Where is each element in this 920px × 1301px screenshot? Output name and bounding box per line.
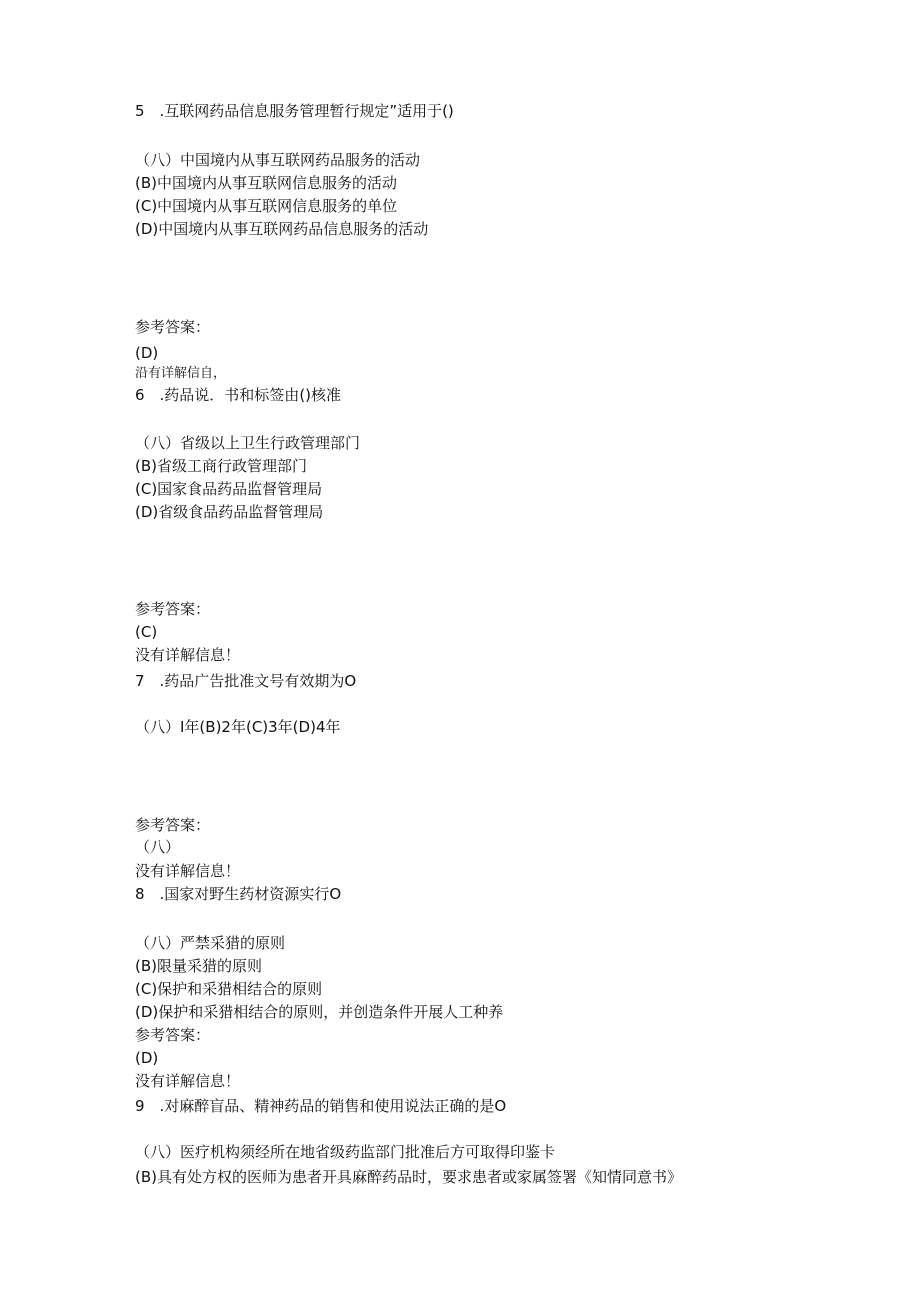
question-8: 8 .国家对野生药材资源实行O [135, 885, 342, 903]
option-c: (C)国家食品药品监督管理局 [135, 480, 323, 498]
answer-value: （八） [135, 838, 181, 856]
option-c: (C)中国境内从事互联网信息服务的单位 [135, 197, 398, 215]
option-b: (B)限量采猎的原则 [135, 957, 262, 975]
answer-label: 参考答案： [135, 1026, 211, 1044]
option-c: (C)保护和采猎相结合的原则 [135, 980, 323, 998]
option-d: (D)保护和采猎相结合的原则，并创造条件开展人工种养 [135, 1003, 504, 1021]
answer-value: (D) [135, 1049, 159, 1067]
question-6: 6 .药品说．书和标签由()核准 [135, 386, 342, 404]
option-a: （八）严禁采猎的原则 [135, 934, 286, 952]
question-7: 7 .药品广告批准文号有效期为O [135, 672, 357, 690]
answer-label: 参考答案： [135, 816, 211, 834]
option-b: (B)省级工商行政管理部门 [135, 457, 307, 475]
option-a: （八）中国境内从事互联网药品服务的活动 [135, 151, 421, 169]
answer-value: (C) [135, 623, 158, 641]
option-b: (B)中国境内从事互联网信息服务的活动 [135, 174, 397, 192]
answer-label: 参考答案： [135, 318, 211, 336]
explanation-text: 沿有详解信自， [135, 366, 227, 381]
options-inline: （八）I年(B)2年(C)3年(D)4年 [135, 718, 341, 736]
option-b: (B)具有处方权的医师为患者开具麻醉药品时，要求患者或家属签署《知情同意书》 [135, 1168, 682, 1186]
option-d: (D)省级食品药品监督管理局 [135, 503, 324, 521]
explanation-text: 没有详解信息！ [135, 646, 241, 664]
question-9: 9 .对麻醉盲品、精神药品的销售和使用说法正确的是O [135, 1097, 507, 1115]
explanation-text: 没有详解信息！ [135, 862, 241, 880]
answer-label: 参考答案： [135, 600, 211, 618]
answer-value: (D) [135, 344, 159, 362]
option-a: （八）省级以上卫生行政管理部门 [135, 434, 361, 452]
option-d: (D)中国境内从事互联网药品信息服务的活动 [135, 220, 429, 238]
option-a: （八）医疗机构须经所在地省级药监部门批准后方可取得印鉴卡 [135, 1143, 556, 1161]
question-5: 5 .互联网药品信息服务管理暂行规定”适用于() [135, 102, 454, 120]
explanation-text: 没有详解信息！ [135, 1072, 241, 1090]
